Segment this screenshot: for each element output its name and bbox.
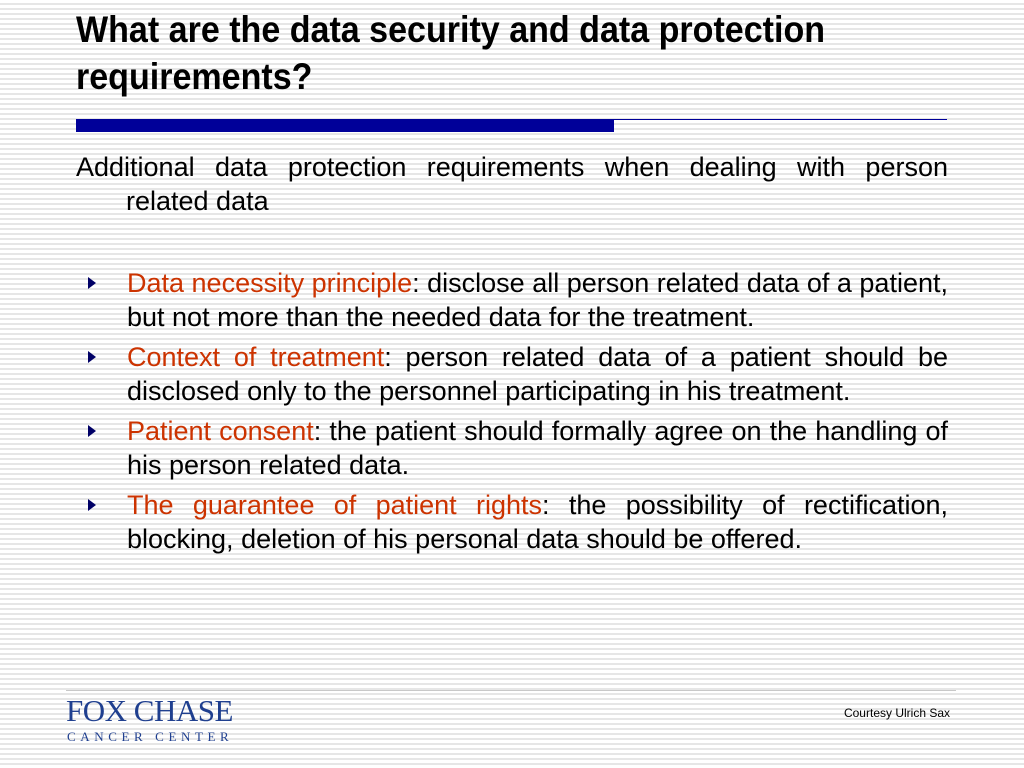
title-underline-thin bbox=[614, 119, 947, 120]
bullet-list bbox=[76, 266, 948, 562]
bullet-item bbox=[76, 488, 948, 556]
logo-subtitle: CANCER CENTER bbox=[67, 729, 234, 744]
intro-text: Additional data protection requirements when dealing with person related data bbox=[76, 152, 948, 216]
triangle-right-icon bbox=[88, 499, 96, 511]
logo-name: FOX CHASE bbox=[66, 693, 233, 728]
bullet-term: The guarantee of patient rights bbox=[127, 490, 543, 520]
bullet-term: Patient consent bbox=[127, 416, 314, 446]
bullet-text: : the patient should formally agree on the handling of his person related data. bbox=[127, 416, 948, 480]
triangle-right-icon bbox=[88, 277, 96, 289]
triangle-right-icon bbox=[88, 425, 96, 437]
slide-title: What are the data security and data protection requirements? bbox=[76, 9, 826, 97]
title-underline-thick bbox=[76, 119, 614, 132]
bullet-text: : person related data of a patient should be disclosed only to the personnel participating in his treatment. bbox=[127, 342, 949, 406]
bullet-item bbox=[76, 414, 948, 482]
bullet-text: : disclose all person related data of a patient, but not more than the needed data for the treatment. bbox=[127, 268, 948, 332]
bullet-item bbox=[76, 266, 948, 334]
bullet-text: : the possibility of rectification, blocking, deletion of his personal data should be offered. bbox=[127, 490, 948, 554]
bullet-item bbox=[76, 340, 948, 408]
courtesy-credit: Courtesy Ulrich Sax bbox=[843, 706, 950, 720]
footer-divider bbox=[66, 690, 956, 691]
bullet-term: Context of treatment bbox=[127, 342, 385, 372]
triangle-right-icon bbox=[88, 351, 96, 363]
bullet-term: Data necessity principle bbox=[127, 268, 413, 298]
